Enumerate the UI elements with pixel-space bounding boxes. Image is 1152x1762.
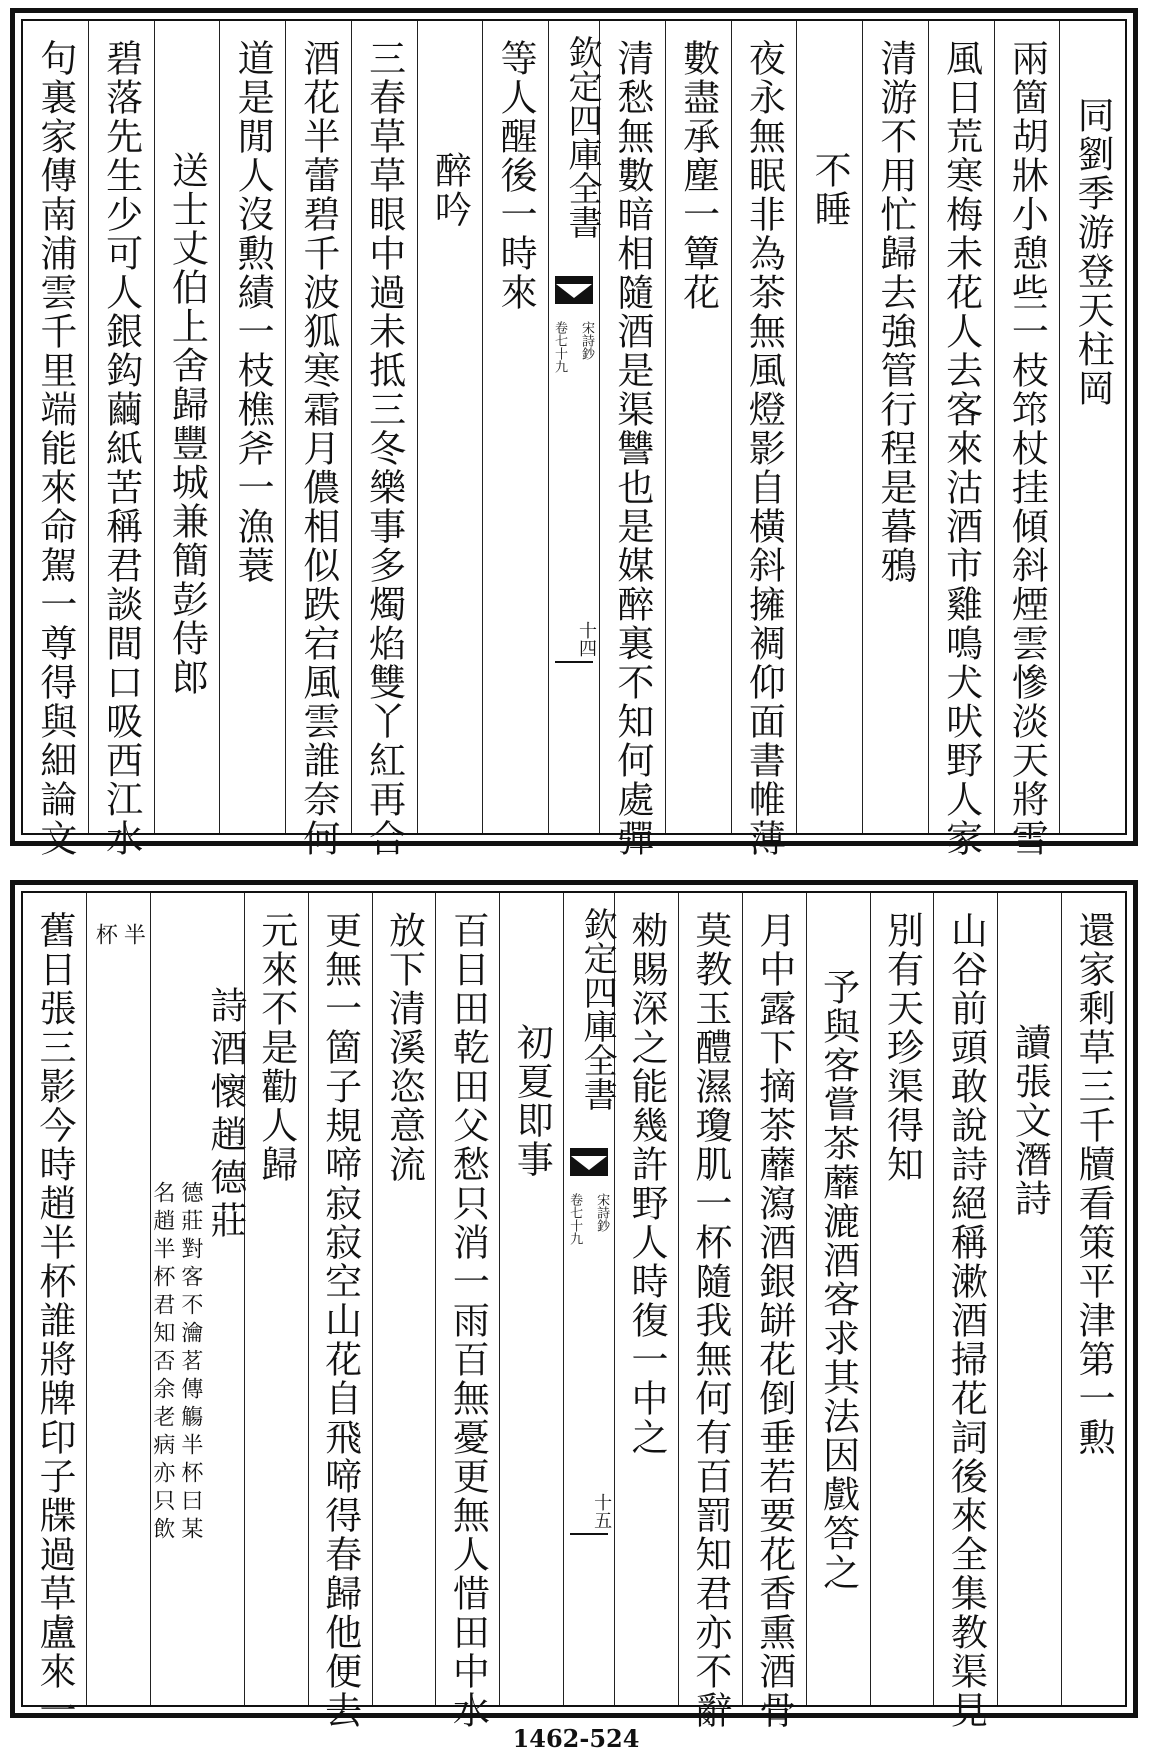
poem-title: 讀張文潛詩: [1008, 1023, 1052, 1218]
poem-line: 兩箇胡牀小憩些一枝筇杖挂傾斜煙雲慘淡天將雪: [1005, 39, 1049, 858]
text-column: [372, 893, 436, 1705]
folio-number: 十四: [576, 621, 597, 657]
center-fold-column: [563, 893, 618, 1705]
poem-line: 勑賜深之能幾許野人時復一中之: [625, 911, 669, 1457]
fishtail-mark: [570, 1148, 608, 1176]
poem-line: 清愁無數暗相隨酒是渠讐也是媒醉裏不知何處彈: [610, 39, 654, 858]
text-column: [997, 893, 1061, 1705]
page-top: [10, 8, 1138, 858]
poem-line: 還家剩草三千牘看策平津第一勲: [1072, 911, 1116, 1457]
text-column: [23, 893, 86, 1730]
annotation-note: 德莊對客不瀹茗傳觴半杯曰某: [177, 1181, 203, 1545]
poem-title: 予與客嘗茶蘼漉酒客求其法因戲答之: [816, 968, 860, 1592]
text-column: [862, 21, 928, 833]
text-column: [482, 21, 548, 833]
poem-line: 莫教玉醴濕瓊肌一杯隨我無何有百罰知君亦不辭: [688, 911, 732, 1730]
poem-title: 送士丈伯上舍歸豐城兼簡彭侍郎: [165, 151, 209, 697]
poem-line: 三春草草眼中過未抵三冬樂事多燭焰雙丫紅再合: [362, 39, 406, 858]
poem-line: 酒花半蕾碧千波狐寒霜月儂相似跌宕風雲誰奈何: [296, 39, 340, 858]
poem-line: 山谷前頭敢說詩絕稱漱酒掃花詞後來全集教渠見: [944, 911, 988, 1730]
text-column: [614, 893, 678, 1705]
poem-line: 風日荒寒梅未花人去客來沽酒市雞鳴犬吠野人家: [939, 39, 983, 858]
text-column: [742, 893, 806, 1730]
text-column: [285, 21, 351, 858]
page-bottom: [10, 880, 1138, 1730]
poem-line: 句裏家傳南浦雲千里端能來命駕一尊得與細論文: [33, 39, 77, 858]
text-column: [417, 21, 483, 833]
poem-title: 詩酒懷趙德莊: [203, 986, 247, 1244]
book-title: 宋詩鈔: [579, 321, 594, 360]
annotation-note: 名趙半杯君知否余老病亦只飲: [149, 1181, 175, 1545]
text-column: [1061, 893, 1125, 1705]
text-column: [154, 21, 220, 833]
text-column: [928, 21, 994, 858]
collection-title: 欽定四庫全書: [577, 907, 618, 1111]
book-title: 宋詩鈔: [594, 1193, 610, 1232]
text-column: [796, 21, 862, 833]
text-column: [351, 21, 417, 858]
text-column: [23, 21, 88, 858]
center-fold-column: [548, 21, 602, 833]
annotation-note: 半: [120, 923, 146, 951]
page-number-footer: 1462-524: [512, 1724, 640, 1753]
page-frame: [21, 891, 1127, 1730]
fold-line: [570, 1533, 608, 1535]
poem-title: 不睡: [808, 151, 852, 229]
annotation-note: 杯: [92, 923, 118, 951]
poem-line: 百日田乾田父愁只消一雨百無憂更無人惜田中水: [446, 911, 490, 1730]
text-column: [219, 21, 285, 833]
text-column: [806, 893, 870, 1705]
fishtail-mark: [555, 276, 593, 304]
poem-line: 數盡承塵一簟花: [676, 39, 720, 312]
folio-number: 十五: [591, 1493, 613, 1529]
poem-line: 碧落先生少可人銀鈎繭紙苦稱君談間口吸西江水: [99, 39, 143, 858]
text-column: [435, 893, 499, 1730]
text-column: [88, 21, 154, 858]
page-frame: [21, 19, 1127, 858]
poem-title: 同劉季游登天柱岡: [1071, 96, 1115, 408]
text-column: [994, 21, 1060, 858]
poem-line: 夜永無眠非為茶無風燈影自橫斜擁裯仰面書帷薄: [742, 39, 786, 858]
text-column: [731, 21, 797, 858]
text-column: [244, 893, 308, 1705]
poem-line: 月中露下摘茶蘼瀉酒銀缾花倒垂若要花香熏酒骨: [752, 911, 796, 1730]
text-column: [599, 21, 665, 858]
volume-label: 卷七十九: [552, 321, 567, 373]
poem-line: 等人醒後一時來: [494, 39, 538, 312]
poem-line: 清游不用忙歸去強管行程是暮鴉: [873, 39, 917, 585]
poem-line: 放下清溪恣意流: [382, 911, 426, 1184]
text-column: [149, 893, 247, 1705]
volume-label: 卷七十九: [567, 1193, 583, 1245]
fold-line: [555, 661, 593, 663]
poem-line: 舊日張三影今時趙半杯誰將牌印子牒過草盧來一: [33, 911, 77, 1730]
poem-line: 更無一箇子規啼寂寂空山花自飛啼得春歸他便去: [318, 911, 362, 1730]
text-columns: [23, 21, 1125, 858]
poem-title: 初夏即事: [510, 1023, 554, 1179]
text-columns: [23, 893, 1125, 1730]
text-column: [678, 893, 742, 1730]
poem-line: 別有天珍渠得知: [880, 911, 924, 1184]
poem-line: 道是閒人沒勲績一枝樵斧一漁蓑: [231, 39, 275, 585]
text-column: [933, 893, 997, 1730]
text-column: [499, 893, 563, 1705]
collection-title: 欽定四庫全書: [562, 35, 602, 239]
text-column: [308, 893, 372, 1730]
poem-line: 元來不是勸人歸: [254, 911, 298, 1184]
poem-title: 醉吟: [428, 151, 472, 229]
text-column: [665, 21, 731, 833]
text-column: [870, 893, 934, 1705]
text-column: [1059, 21, 1125, 833]
text-column: [86, 893, 150, 1705]
